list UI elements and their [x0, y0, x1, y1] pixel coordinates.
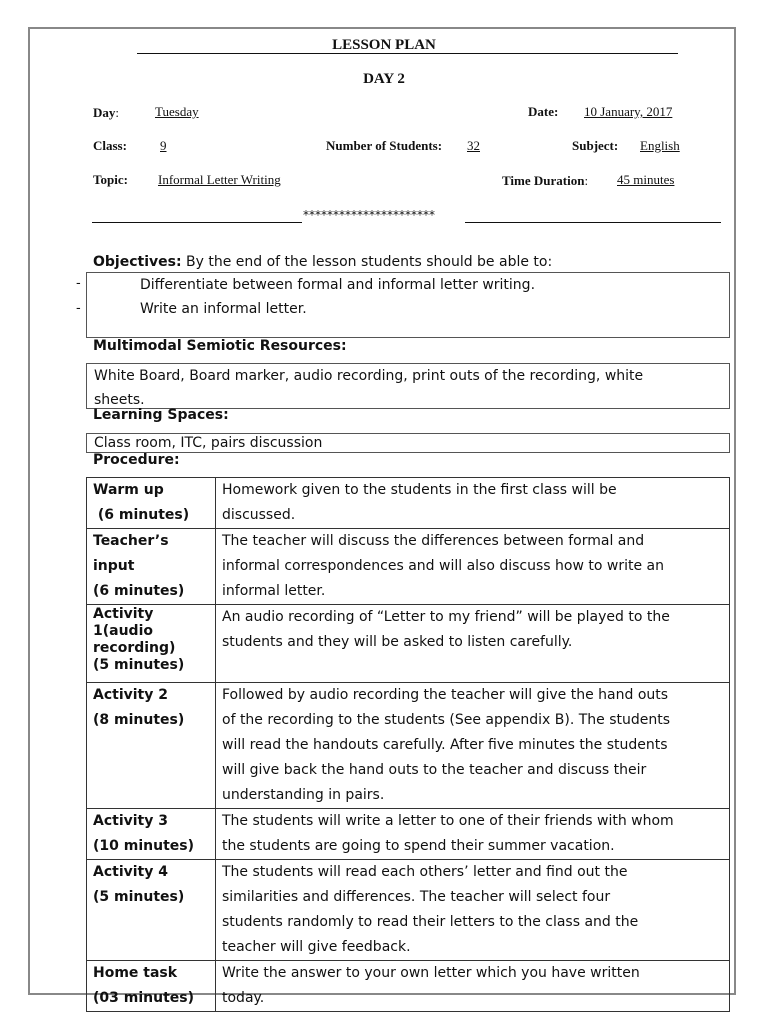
resources-line: White Board, Board marker, audio recording, print outs of the recording, white [94, 368, 644, 384]
step-line: (8 minutes) [93, 712, 185, 728]
desc-cell [216, 605, 730, 683]
step-line: Activity 3 [93, 813, 168, 829]
spaces-box [86, 433, 730, 453]
separator-stars: ********************** [303, 208, 435, 222]
table-row [87, 529, 730, 605]
subject-value: English [640, 138, 680, 153]
students-value: 32 [467, 138, 480, 153]
class-label: Class: [93, 138, 127, 153]
resources-line: sheets. [94, 392, 145, 408]
desc-line: will give back the hand outs to the teacher and discuss their [222, 762, 647, 778]
step-line: Activity [93, 606, 154, 622]
page-title: LESSON PLAN [332, 37, 436, 53]
separator-line-right [465, 222, 721, 223]
desc-line: teacher will give feedback. [222, 939, 411, 955]
topic-value: Informal Letter Writing [158, 172, 281, 187]
class-value: 9 [160, 138, 167, 153]
desc-line: informal correspondences and will also discuss how to write an [222, 558, 664, 574]
desc-line: similarities and differences. The teacher will select four [222, 889, 611, 905]
step-line: Home task [93, 965, 178, 981]
table-row [87, 478, 730, 529]
step-line: input [93, 558, 135, 574]
bullet-dash: - [76, 301, 81, 316]
step-line: Activity 4 [93, 864, 168, 880]
day-value: Tuesday [155, 104, 199, 119]
step-line: (5 minutes) [93, 889, 185, 905]
table-row [87, 961, 730, 1012]
step-line: Activity 2 [93, 687, 168, 703]
desc-line: Write the answer to your own letter which you have written [222, 965, 640, 981]
desc-cell [216, 683, 730, 809]
desc-line: Homework given to the students in the first class will be [222, 482, 617, 498]
desc-cell [216, 529, 730, 605]
desc-line: students randomly to read their letters to the class and the [222, 914, 639, 930]
separator-line-left [92, 222, 302, 223]
objectives-label: Objectives: [93, 254, 182, 270]
objective-item: Write an informal letter. [140, 301, 307, 317]
step-cell [87, 860, 216, 961]
objectives-intro: By the end of the lesson students should be able to: [186, 254, 553, 270]
objectives-box [86, 272, 730, 338]
desc-line: Followed by audio recording the teacher will give the hand outs [222, 687, 669, 703]
table-row [87, 683, 730, 809]
table-row [87, 605, 730, 683]
day-heading: DAY 2 [363, 71, 405, 87]
desc-line: understanding in pairs. [222, 787, 385, 803]
table-row [87, 860, 730, 961]
subject-label: Subject: [572, 138, 619, 153]
desc-cell [216, 478, 730, 529]
desc-line: the students are going to spend their summer vacation. [222, 838, 615, 854]
students-label: Number of Students: [326, 138, 443, 153]
step-line: (6 minutes) [93, 583, 185, 599]
duration-value: 45 minutes [617, 172, 675, 187]
objective-item: Differentiate between formal and informal letter writing. [140, 277, 536, 293]
step-line: (5 minutes) [93, 657, 185, 673]
step-line: Teacher’s [93, 533, 169, 549]
procedure-table [86, 477, 730, 1012]
step-cell [87, 605, 216, 683]
desc-cell [216, 961, 730, 1012]
day-field: Day: [93, 105, 120, 120]
topic-label: Topic: [93, 172, 128, 187]
resources-box [86, 363, 730, 409]
desc-line: The students will read each others’ letter and find out the [222, 864, 628, 880]
step-line: 1(audio [93, 623, 153, 639]
table-row [87, 809, 730, 860]
step-cell [87, 961, 216, 1012]
objectives-heading [93, 254, 552, 270]
date-label: Date: [528, 104, 559, 119]
day-label: Day [93, 105, 116, 120]
resources-heading: Multimodal Semiotic Resources: [93, 338, 347, 354]
procedure-heading: Procedure: [93, 452, 180, 468]
duration-label: Time Duration [502, 173, 585, 188]
desc-line: will read the handouts carefully. After five minutes the students [222, 737, 668, 753]
desc-line: An audio recording of “Letter to my friend” will be played to the [222, 609, 670, 625]
desc-line: The teacher will discuss the differences between formal and [222, 533, 645, 549]
desc-line: today. [222, 990, 265, 1006]
spaces-value: Class room, ITC, pairs discussion [94, 435, 323, 451]
spaces-heading: Learning Spaces: [93, 407, 229, 423]
step-cell [87, 478, 216, 529]
step-line: (03 minutes) [93, 990, 194, 1006]
step-cell [87, 683, 216, 809]
step-cell [87, 529, 216, 605]
desc-cell [216, 809, 730, 860]
desc-cell [216, 860, 730, 961]
step-line: (10 minutes) [93, 838, 194, 854]
step-line: Warm up [93, 482, 164, 498]
date-value: 10 January, 2017 [584, 104, 673, 119]
bullet-dash: - [76, 276, 81, 291]
desc-line: students and they will be asked to listen carefully. [222, 634, 573, 650]
desc-line: of the recording to the students (See appendix B). The students [222, 712, 671, 728]
duration-field: Time Duration: [502, 173, 589, 188]
step-line: recording) [93, 640, 176, 656]
step-cell [87, 809, 216, 860]
desc-line: discussed. [222, 507, 296, 523]
desc-line: informal letter. [222, 583, 326, 599]
desc-line: The students will write a letter to one of their friends with whom [222, 813, 674, 829]
step-line: (6 minutes) [93, 507, 190, 523]
